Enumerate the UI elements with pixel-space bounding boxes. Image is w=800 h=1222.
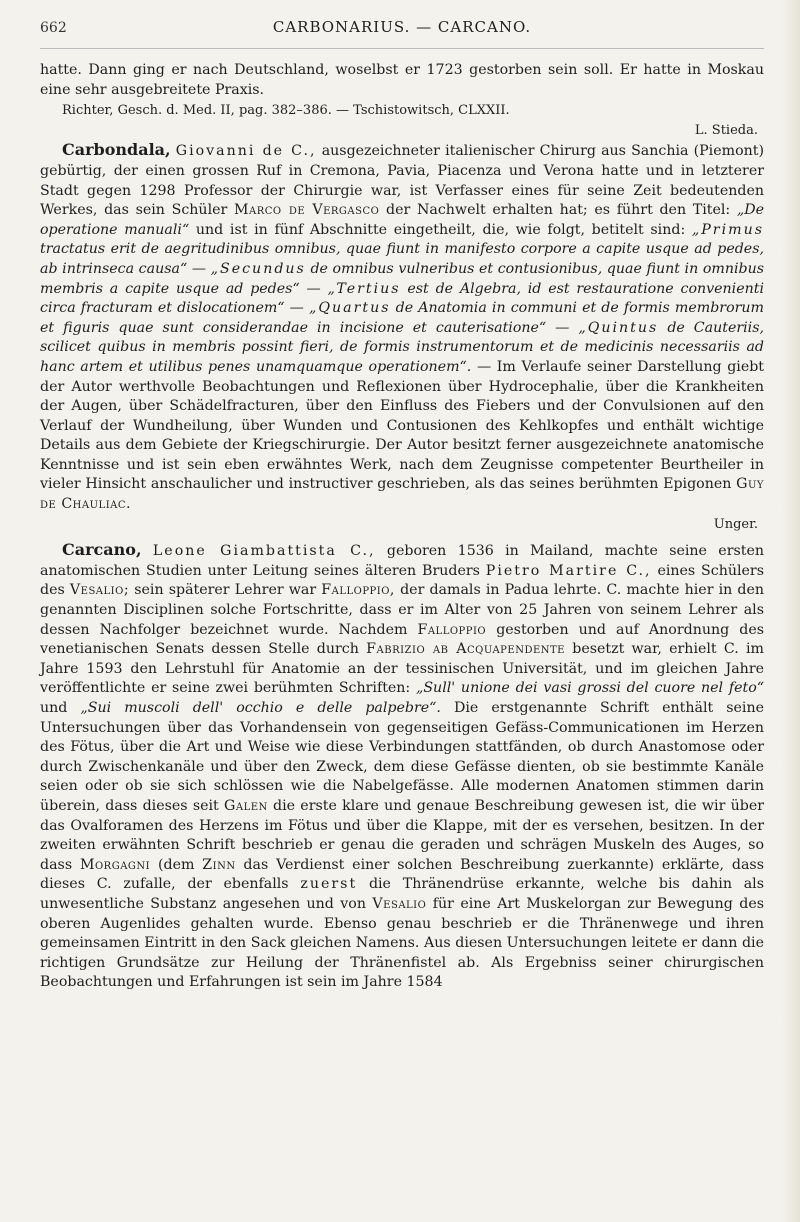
person-name: Falloppio, [321, 582, 395, 599]
entry-given-name: Leone Giambattista C., [152, 543, 376, 560]
section-label: „Primus [691, 221, 764, 238]
carbonarius-reference: Richter, Gesch. d. Med. II, pag. 382–386. — Tschistowitsch, CLXXII. [62, 103, 510, 119]
person-name: Pietro Martire C., [485, 562, 652, 579]
section-label: „Tertius [327, 280, 401, 297]
person-name: Vesalio [372, 895, 427, 912]
section-label: „Secundus [210, 260, 306, 277]
carbonarius-tail-text: hatte. Dann ging er nach Deutschland, woselbst er 1723 gestorben sein soll. Er hatte in Moskau eine sehr ausgebreitete Praxis. [40, 62, 764, 98]
section-title: de omnibus vulneribus et contusionibus, quae fiunt in omnibus membris a capite usque ad pedes“ — [40, 260, 765, 297]
entry-text: Die erstgenannte Schrift enthält seine Untersuchungen über das Vorhandensein von gegenseitigen Gefäss-Communicationen im Herzen des Fötus, über die Art und Weise wie diese Verbindungen stattfänden, ob durch Anastomose oder durch Zwischenkanäle und über den Zweck, dem diese Gefässe dienten, ob sie bestimmte Kanäle seien oder ob sie sich schlössen wie die Nabelgefässe. Alle modernen Anatomen stimmen darin überein, dass dieses seit [40, 700, 765, 814]
work-title: „Sull' unione dei vasi grossi del cuore nel feto“ [415, 680, 764, 697]
page-number: 662 [40, 20, 67, 36]
entry-text: und ist in fünf Abschnitte eingetheilt, die, wie folgt, betitelt sind: [195, 221, 686, 238]
entry-text: die erste klare und genaue Beschreibung gewesen ist, die wir über das Ovalforamen des Herzens im Fötus und über die Klappe, mit der es versehen, besitzen. In der zweiten erwähnten Schrift beschrieb er genau die geraden und schrägen Muskeln des Auges, so dass [40, 797, 765, 873]
entry-text: (dem [157, 856, 195, 873]
entry-text: der Nachwelt erhalten hat; es führt den Titel: [386, 202, 731, 219]
entry-text: geboren 1536 in Mailand, machte seine ersten anatomischen Studien unter Leitung seines älteren Bruders [40, 543, 764, 579]
section-title: tractatus erit de aegritudinibus omnibus, quae fiunt in manifesto corpore a capite usque ad pedes, ab intrinseca causa“ — [40, 241, 764, 277]
section-label: „Quartus [309, 300, 391, 317]
person-name: Vesalio; [69, 582, 130, 599]
person-name: Falloppio [417, 621, 487, 638]
entry-text: die Thränendrüse erkannte, welche bis dahin als unwesentliche Substanz angesehen und von [40, 876, 765, 912]
entry-text: das Verdienst einer solchen Beschreibung zuerkannte) erklärte, dass dieses C. zufalle, der ebenfalls [40, 856, 764, 893]
work-title: „De operatione manuali“ [40, 202, 765, 238]
carbonarius-signature: L. Stieda. [694, 122, 758, 138]
book-page [40, 18, 764, 993]
entry-carcano [40, 540, 764, 993]
section-title: est de Algebra, id est restauratione convenienti circa fracturam et dislocationem“ — [40, 280, 764, 317]
person-name: Fabrizio ab Acquapendente [366, 641, 565, 658]
entry-text: und [40, 700, 68, 716]
person-name: Galen [224, 797, 268, 814]
emphasis-word: zuerst [300, 876, 358, 893]
work-title: „Sui muscoli dell' occhio e delle palpebre“. [80, 700, 441, 716]
person-name: Guy de Chauliac. [40, 476, 765, 513]
running-title: CARBONARIUS. — CARCANO. [272, 18, 532, 36]
entry-headword: Carbondala, [62, 140, 171, 160]
person-name: Marco de Vergasco [234, 202, 380, 219]
page-edge-shadow [782, 0, 800, 1222]
page-header [40, 18, 764, 49]
person-name: Zinn [202, 856, 236, 873]
section-label: „Quintus [578, 319, 659, 336]
person-name: Morgagni [79, 856, 151, 873]
entry-headword: Carcano, [62, 540, 142, 560]
entry-text: besetzt war, erhielt C. im Jahre 1593 den Lehrstuhl für Anatomie an der tessinischen Universität, und im gleichen Jahre veröffentlichte er seine zwei berühmten Schriften: [40, 641, 764, 697]
entry-carbondala [40, 140, 764, 514]
section-title: de Cauteriis, scilicet quibus in membris possint fieri, de formis instrumentorum et de medicinis necessariis ad hanc artem et utilibus penes unamquamque operationem“. [40, 319, 765, 375]
entry-text: sein späterer Lehrer war [134, 582, 317, 599]
entry-given-name: Giovanni de C., [175, 143, 317, 160]
carbondala-signature: Unger. [713, 516, 758, 532]
entry-text: der damals in Padua lehrte. C. machte hier in den genannten Disciplinen solche Fortschritte, dass er im Alter von 25 Jahren von seinem Lehrer als dessen Nachfolger bezeichnet wurde. Nachdem [40, 582, 765, 638]
entry-text: — Im Verlaufe seiner Darstellung giebt der Autor werthvolle Beobachtungen und Reflexionen über Hydrocephalie, über die Krankheiten der Augen, über Schädelfracturen, über den Einfluss des Fiebers und der Convulsionen auf den Verlauf der Wundheilung, über Wunden und Contusionen des Kehlkopfes und enthält wichtige Details aus dem Gebiete der Kriegschirurgie. Der Autor besitzt ferner ausgezeichnete anatomische Kenntnisse und ist sein eben erwähntes Werk, nach dem Zeugnisse competenter Beurtheiler in vieler Hinsicht anschaulicher und instructiver geschrieben, als das seines berühmten Epigonen [40, 358, 765, 493]
entry-text: eines Schülers des [40, 562, 764, 599]
entry-text: gestorben und auf Anordnung des venetianischen Senats dessen Stelle durch [40, 621, 764, 658]
entry-text: für eine Art Muskelorgan zur Bewegung des oberen Augenlides gehalten wurde. Ebenso genau beschrieb er die Thränenwege und ihren gemeinsamen Eintritt in den Sack gleichen Namens. Aus diesen Untersuchungen leitete er dann die richtigen Grundsätze zur Heilung der Thränenfistel ab. Als Ergebniss seiner chirurgischen Beobachtungen und Erfahrungen ist sein im Jahre 1584 [40, 895, 765, 991]
entry-text: ausgezeichneter italienischer Chirurg aus Sanchia (Piemont) gebürtig, der einen grossen Ruf in Cremona, Pavia, Piacenza und Verona hatte und in letzterer Stadt gegen 1298 Professor der Chirurgie war, ist Verfasser eines für seine Zeit bedeutenden Werkes, das sein Schüler [40, 143, 764, 219]
section-title: de Anatomia in communi et de formis membrorum et figuris quae sunt considerandae in incisione et cauterisatione“ — [40, 300, 764, 336]
